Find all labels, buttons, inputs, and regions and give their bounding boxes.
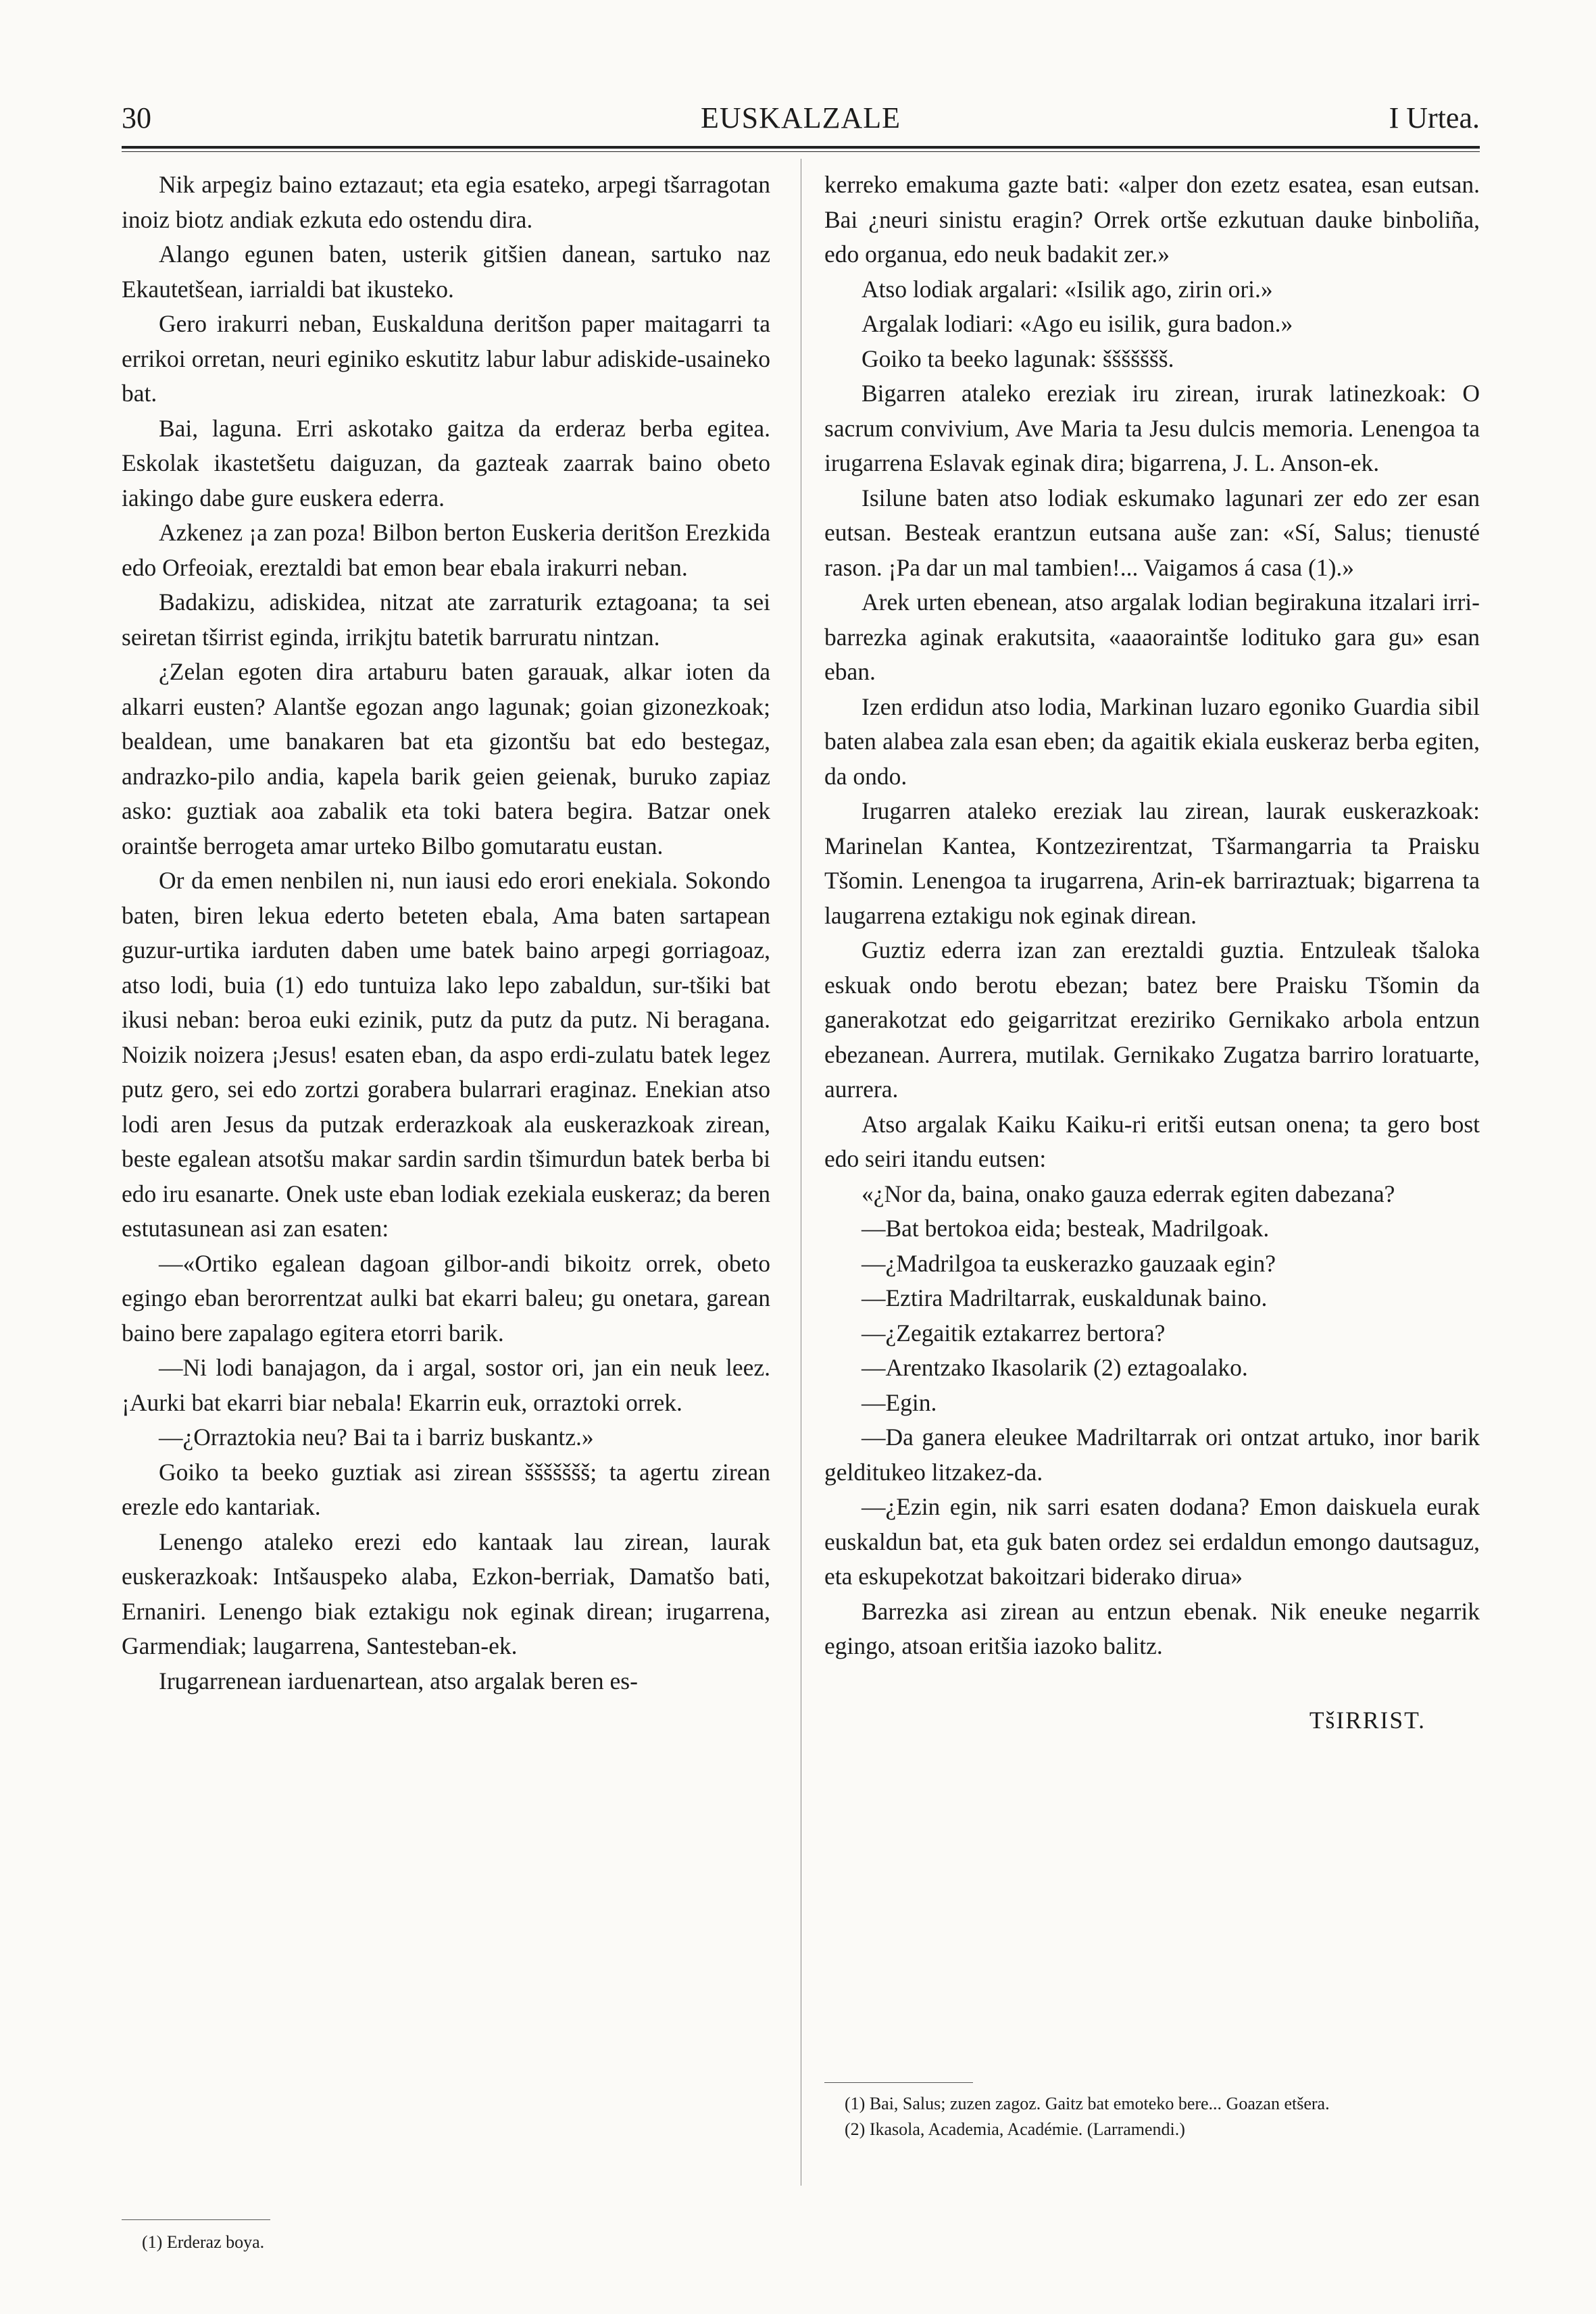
journal-title: EUSKALZALE	[701, 101, 901, 134]
dialogue-line: —¿Ezin egin, nik sarri esaten dodana? Emon daiskuela eurak euskaldun bat, eta guk baten ordez sei erdaldun emongo dautsaguz, eta eskupekotzat bakoitzari biderako dirua»	[824, 1493, 1480, 1590]
paragraph: Gero irakurri neban, Euskalduna deritšon paper maitagarri ta errikoi orretan, neuri eginiko eskutitz labur labur adiskide-usaineko bat.	[122, 310, 770, 407]
paragraph: Izen erdidun atso lodia, Markinan luzaro egoniko Guardia sibil baten alabea zala esan eben; da agaitik ekiala euskeraz berba egiten, da ondo.	[824, 693, 1480, 790]
dialogue-line: —«Ortiko egalean dagoan gilbor-andi bikoitz orrek, obeto egingo eban berorrentzat aulki bat ekarri baleu; gu onetara, garean baino bere zapalago egitera etorri barik.	[122, 1249, 770, 1347]
dialogue-line: —Da ganera eleukee Madriltarrak ori ontzat artuko, inor barik gelditukeo litzakez-da.	[824, 1424, 1480, 1486]
paragraph: Azkenez ¡a zan poza! Bilbon berton Euskeria deritšon Erezkida edo Orfeoiak, ereztaldi bat emon bear ebala irakurri neban.	[122, 519, 770, 581]
dialogue-line: —Ni lodi banajagon, da i argal, sostor ori, jan ein neuk leez. ¡Aurki bat ekarri biar nebala! Ekarrin euk, orraztoki orrek.	[122, 1354, 770, 1416]
paragraph: Bigarren ataleko ereziak iru zirean, irurak latinezkoak: O sacrum convivium, Ave Maria ta Jesu dulcis memoria. Lenengoa ta irugarrena Eslavak eginak dira; bigarrena, J. L. Anson-ek.	[824, 380, 1480, 476]
footnote-rule-left	[122, 2219, 270, 2220]
footnote: (1) Erderaz boya.	[142, 2232, 265, 2252]
paragraph: kerreko emakuma gazte bati: «alper don ezetz esatea, esan eutsan. Bai ¿neuri sinistu eragin? Orrek ortše ezkutuan dauke binboliña, edo organua, edo neuk badakit zer.»	[824, 171, 1480, 268]
footnote: (1) Bai, Salus; zuzen zagoz. Gaitz bat emoteko bere... Goazan etšera.	[845, 2094, 1330, 2113]
paragraph: Goiko ta beeko lagunak: ššššššš.	[862, 345, 1174, 372]
paragraph: Alango egunen baten, usterik gitšien danean, sartuko naz Ekautetšean, iarrialdi bat ikusteko.	[122, 241, 770, 303]
paragraph: ¿Zelan egoten dira artaburu baten garauak, alkar ioten da alkarri eusten? Alantše egozan ango lagunak; goian gizonezkoak; bealdean, ume banakaren bat eta gizontšu bat edo bestegaz, andrazko-pilo andia, kapela barik geien geienak, buruko zapiaz asko: guztiak aoa zabalik eta toki batera begira. Batzar onek oraintše berrogeta amar urteko Bilbo gomutaratu eustan.	[122, 658, 770, 859]
paragraph: Guztiz ederra izan zan ereztaldi guztia. Entzuleak tšaloka eskuak ondo berotu ebezan; batez bere Praisku Tšomin da ganerakotzat edo geigarritzat ereziriko Gernikako arbola entzun ebezanean. Aurrera, mutilak. Gernikako Zugatza barriro loratuarte, aurrera.	[824, 936, 1480, 1103]
paragraph: Irugarrenean iarduenartean, atso argalak beren es-	[159, 1667, 638, 1694]
dialogue-line: —Egin.	[862, 1388, 937, 1416]
paragraph: Bai, laguna. Erri askotako gaitza da erderaz berba egitea. Eskolak ikastetšetu daiguzan, da gazteak zaarrak baino obeto iakingo dabe gure euskera ederra.	[122, 414, 770, 511]
dialogue-line: —¿Zegaitik eztakarrez bertora?	[862, 1319, 1166, 1347]
paragraph: Barrezka asi zirean au entzun ebenak. Nik eneuke negarrik egingo, atsoan eritšia iazoko balitz.	[824, 1597, 1480, 1659]
dialogue-line: —Arentzako Ikasolarik (2) eztagoalako.	[862, 1354, 1248, 1381]
paragraph: Goiko ta beeko guztiak asi zirean ššššššš; ta agertu zirean erezle edo kantariak.	[122, 1458, 770, 1520]
paragraph: Isilune baten atso lodiak eskumako lagunari zer edo zer esan eutsan. Besteak erantzun eutsana auše zan: «Sí, Salus; tienusté rason. ¡Pa dar un mal tambien!... Vaigamos á casa (1).»	[824, 484, 1480, 581]
paragraph: Or da emen nenbilen ni, nun iausi edo erori enekiala. Sokondo baten, biren lekua ederto beteten ebala, Ama baten sartapean guzur-urtika iarduten daben ume batek baino arpegi gorriagoaz, atso lodi, buia (1) edo tuntuiza lako lepo zabaldun, sur-tšiki bat ikusi neban: beroa euki ezinik, putz da putz da putz. Ni beragana. Noizik noizera ¡Jesus! esaten eban, da aspo erdi-zulatu batek legez putz gero, sei edo zortzi gorabera bularrari eraginaz. Enekian atso lodi aren Jesus da putzak erderazkoak ala euskerazkoak zirean, beste egalean atsotšu makar sardin sardin tšimurdun batek berba bi edo iru esanarte. Onek uste eban lodiak ezekiala euskeraz; da beren estutasunean asi zan esaten:	[122, 867, 770, 1242]
footnotes-left	[122, 2230, 770, 2255]
paragraph: Nik arpegiz baino eztazaut; eta egia esateko, arpegi tšarragotan inoiz biotz andiak ezkuta edo ostendu dira.	[122, 171, 770, 233]
paragraph: Atso argalak Kaiku Kaiku-ri eritši eutsan onena; ta gero bost edo seiri itandu eutsen:	[824, 1110, 1480, 1172]
running-header	[122, 95, 1480, 142]
footnote-rule-right	[824, 2082, 973, 2083]
dialogue-line: —¿Madrilgoa ta euskerazko gauzaak egin?	[862, 1249, 1276, 1277]
paragraph: Badakizu, adiskidea, nitzat ate zarraturik eztagoana; ta sei seiretan tširrist eginda, irrikjtu batetik barruratu nintzan.	[122, 588, 770, 651]
author-signature: TšIRRIST.	[1309, 1706, 1426, 1734]
left-column	[122, 168, 770, 1699]
page-number: 30	[122, 101, 151, 134]
volume-year: I Urtea.	[1389, 101, 1480, 134]
footnote: (2) Ikasola, Academia, Académie. (Larramendi.)	[845, 2119, 1185, 2139]
dialogue-line: —Bat bertokoa eida; besteak, Madrilgoak.	[862, 1215, 1270, 1242]
paragraph: Atso lodiak argalari: «Isilik ago, zirin ori.»	[862, 275, 1273, 303]
dialogue-line: «¿Nor da, baina, onako gauza ederrak egiten dabezana?	[862, 1180, 1395, 1207]
footnotes-right	[824, 2091, 1480, 2142]
dialogue-line: —Eztira Madriltarrak, euskaldunak baino.	[862, 1284, 1268, 1311]
paragraph: Arek urten ebenean, atso argalak lodian begirakuna itzalari irri-barrezka aginak erakutsita, «aaaoraintše lodituko gara gu» esan eban.	[824, 588, 1480, 685]
dialogue-line: —¿Orraztokia neu? Bai ta i barriz buskantz.»	[159, 1424, 594, 1451]
paragraph: Irugarren ataleko ereziak lau zirean, laurak euskerazkoak: Marinelan Kantea, Kontzezirentzat, Tšarmangarria ta Praisku Tšomin. Lenengoa ta irugarrena, Arin-ek barriraztuak; bigarrena ta laugarrena eztakigu nok eginak direan.	[824, 797, 1480, 929]
paragraph: Lenengo ataleko erezi edo kantaak lau zirean, laurak euskerazkoak: Intšauspeko alaba, Ezkon-berriak, Damatšo bati, Ernaniri. Lenengo biak eztakigu nok eginak direan; irugarrena, Garmendiak; laugarrena, Santesteban-ek.	[122, 1528, 770, 1659]
header-rule-thick	[122, 146, 1480, 149]
paragraph: Argalak lodiari: «Ago eu isilik, gura badon.»	[862, 310, 1293, 337]
header-rule-thin	[122, 151, 1480, 152]
right-column	[824, 168, 1480, 1738]
